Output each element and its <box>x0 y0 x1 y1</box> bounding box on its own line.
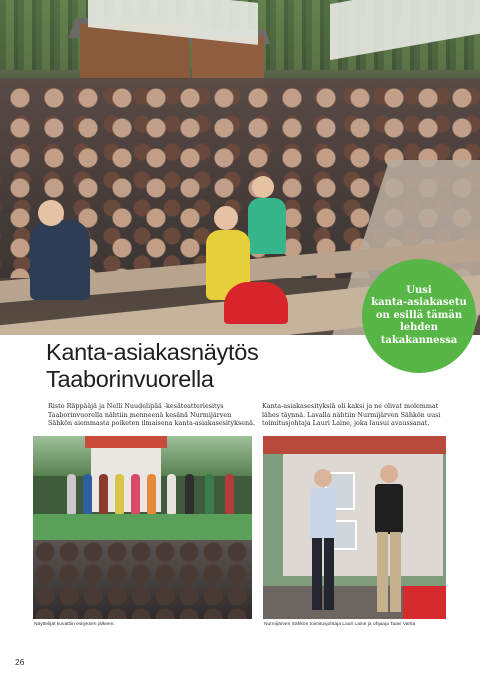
actor-figure <box>131 474 140 514</box>
man-with-microphone <box>303 466 343 616</box>
stage-house-roof <box>85 436 167 448</box>
photo-actors-on-stage <box>33 436 252 619</box>
article-headline: Kanta-asiakasnäytös Taaborinvuorella <box>46 339 259 392</box>
actor-figure <box>167 474 176 514</box>
actor-figure <box>147 474 156 514</box>
photo-two-men-on-stage <box>263 436 446 619</box>
actor-figure <box>205 474 214 514</box>
child-face <box>252 176 274 198</box>
intro-paragraph-left: Risto Räppääjä ja Nelli Nuudelipää -kesäteatteriesitys Taaborinvuorella nähtiin menneenä kesänä Nurmijärven Sähkön aiemmasta poiketen ilmaisena kanta-asiakasesityksenä. <box>48 402 255 428</box>
actor-figure <box>185 474 194 514</box>
photo-caption-left: Näyttelijät kuvattiin esityksen jälkeen. <box>34 622 115 627</box>
actor-figure <box>83 474 92 514</box>
photo-caption-right: Nurmijärven Sähkön toimitusjohtaja Lauri Laine ja ohjaaja Taavi Vartia <box>264 622 416 627</box>
promo-badge-text: Uusi kanta-asiakasetu on esillä tämän lehden takakannessa <box>371 284 467 346</box>
red-skirt <box>224 282 288 324</box>
child-face <box>38 200 64 226</box>
child-figure <box>248 198 286 254</box>
actor-figure <box>67 474 76 514</box>
stage-floor <box>33 514 252 540</box>
red-prop <box>403 586 446 619</box>
stage-house-roof <box>263 436 446 454</box>
child-figure <box>30 220 90 300</box>
audience-crowd <box>33 540 252 619</box>
child-face <box>214 206 238 230</box>
page-number: 26 <box>15 657 25 667</box>
promo-badge <box>362 259 476 373</box>
actor-figure <box>99 474 108 514</box>
actor-figure <box>225 474 234 514</box>
intro-paragraph-right: Kanta-asiakasesityksiä oli kaksi ja ne olivat molemmat lähes täynnä. Lavalla nähtiin Nurmijärven Sähkön uusi toimitusjohtaja Lauri Laine, joka lausui avaussanat. <box>262 402 441 428</box>
actor-figure <box>115 474 124 514</box>
